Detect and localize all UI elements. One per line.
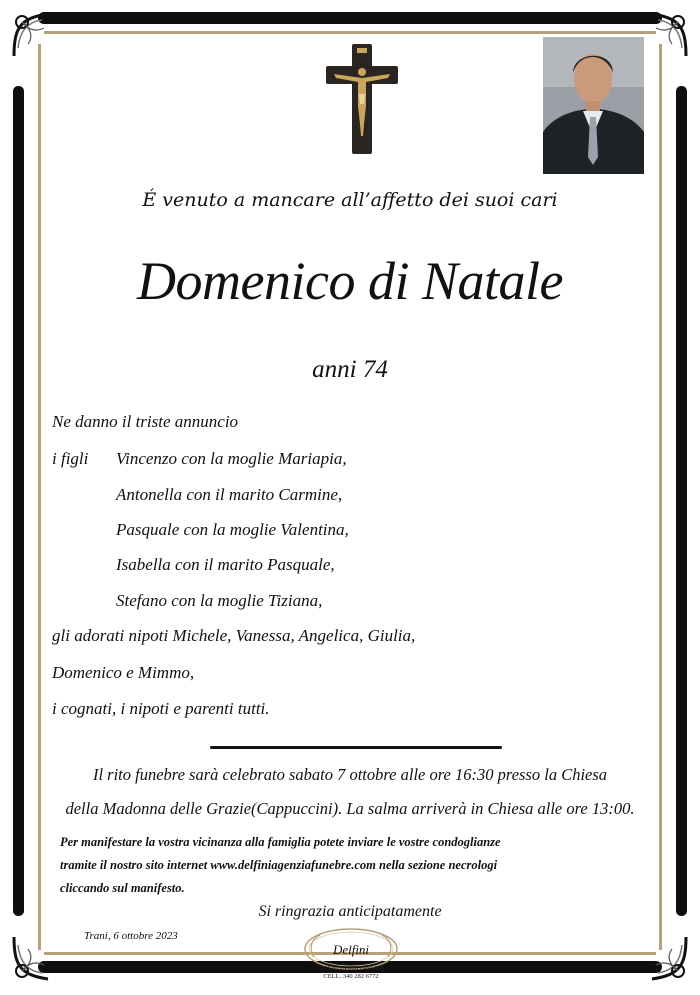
condolences-line: cliccando sul manifesto. [60,881,185,895]
child-entry: Isabella con il marito Pasquale, [116,555,335,574]
ornamental-corner-icon [8,931,62,985]
agency-contacts [304,965,398,981]
relatives-line: i cognati, i nipoti e parenti tutti. [52,699,270,718]
ornamental-corner-icon [638,8,692,62]
children-first-line [52,449,347,469]
place-date: Trani, 6 ottobre 2023 [84,930,178,942]
deceased-name: Domenico di Natale [137,251,563,311]
child-entry: Pasquale con la moglie Valentina, [116,520,349,539]
condolences-line: tramite il nostro sito internet www.delfiniagenziafunebre.com nella sezione necrologi [60,858,498,872]
ornamental-corner-icon [8,8,62,62]
agency-phone: AGENZIA 0883 481 608 [318,965,384,972]
figli-label: i figli [52,449,89,468]
funeral-info-line: Il rito funebre sarà celebrato sabato 7 ottobre alle ore 16:30 presso la Chiesa [92,765,608,784]
condolences-line: Per manifestare la vostra vicinanza alla famiglia potete inviare le vostre condoglianze [60,835,501,849]
child-entry: Antonella con il marito Carmine, [116,485,343,504]
border-top [38,12,662,24]
grandchildren-line: gli adorati nipoti Michele, Vanessa, Angelica, Giulia, [52,626,416,645]
divider [210,746,502,749]
thanks-text: Si ringrazia anticipatamente [258,903,442,920]
ornamental-corner-icon [638,931,692,985]
grandchildren-line: Domenico e Mimmo, [52,663,195,682]
funeral-info-line: della Madonna delle Grazie(Cappuccini). La salma arriverà in Chiesa alle ore 13:00. [65,799,635,818]
agency-name: Delfini [332,942,370,957]
crucifix-icon [326,44,398,156]
agency-cell: CELL. 340 282 6772 [323,973,379,980]
gold-line-top [44,31,656,34]
child-entry: Vincenzo con la moglie Mariapia, [116,449,347,468]
portrait-photo [543,37,644,174]
deceased-age: anni 74 [312,356,388,383]
child-entry: Stefano con la moglie Tiziana, [116,591,323,610]
intro-text: É venuto a mancare all’affetto dei suoi cari [142,189,558,211]
announcement-line: Ne danno il triste annuncio [52,412,239,431]
